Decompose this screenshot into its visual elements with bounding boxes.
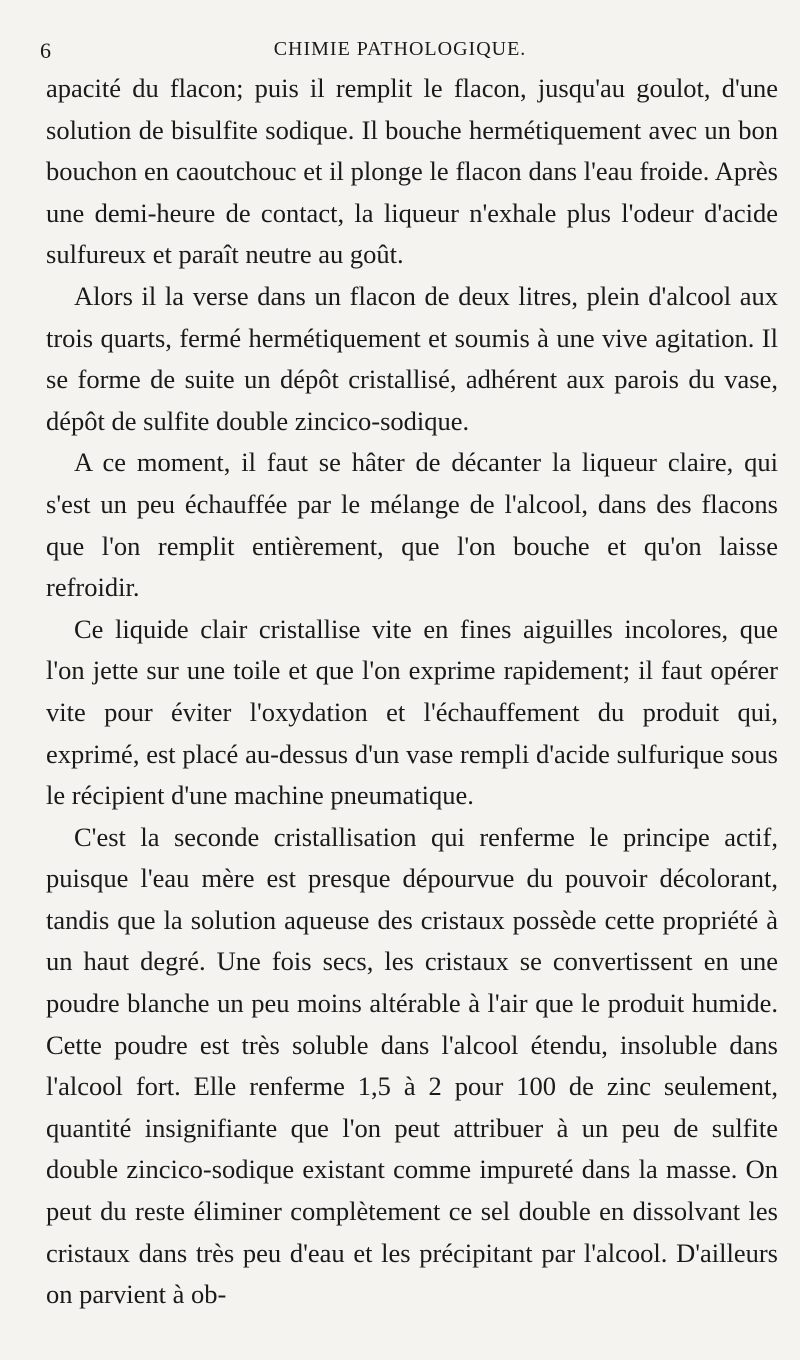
paragraph-1: apacité du flacon; puis il remplit le flacon, jusqu'au goulot, d'une solution de bisulfite sodique. Il bouche hermétiquement avec un bon bouchon en caoutchouc et il plonge le flacon dans l'eau froide. Après une demi-heure de contact, la liqueur n'exhale plus l'odeur d'acide sulfureux et paraît neutre au goût. bbox=[46, 73, 778, 270]
paragraph-2: Alors il la verse dans un flacon de deux litres, plein d'alcool aux trois quarts, fermé hermétiquement et soumis à une vive agitation. Il se forme de suite un dépôt cristallisé, adhérent aux parois du vase, dépôt de sulfite double zincico-sodique. bbox=[46, 280, 778, 436]
page-body bbox=[46, 68, 778, 1316]
running-title: CHIMIE PATHOLOGIQUE. bbox=[273, 38, 527, 60]
paragraph-5: C'est la seconde cristallisation qui renferme le principe actif, puisque l'eau mère est presque dépourvue du pouvoir décolorant, tandis que la solution aqueuse des cristaux possède cette propriété à un haut degré. Une fois secs, les cristaux se convertissent en une poudre blanche un peu moins altérable à l'air que le produit humide. Cette poudre est très soluble dans l'alcool étendu, insoluble dans l'alcool fort. Elle renferme 1,5 à 2 pour 100 de zinc seulement, quantité insignifiante que l'on peut attribuer à un peu de sulfite double zincico-sodique existant comme impureté dans la masse. On peut du reste éliminer complètement ce sel double en dissolvant les cristaux dans très peu d'eau et les précipitant par l'alcool. D'ailleurs on parvient à ob- bbox=[46, 821, 778, 1310]
paragraph-3: A ce moment, il faut se hâter de décanter la liqueur claire, qui s'est un peu échauffée par le mélange de l'alcool, dans des flacons que l'on remplit entièrement, que l'on bouche et qu'on laisse refroidir. bbox=[46, 447, 778, 603]
paragraph-4: Ce liquide clair cristallise vite en fines aiguilles incolores, que l'on jette sur une toile et que l'on exprime rapidement; il faut opérer vite pour éviter l'oxydation et l'échauffement du produit qui, exprimé, est placé au-dessus d'un vase rempli d'acide sulfurique sous le récipient d'une machine pneumatique. bbox=[46, 613, 778, 811]
page-number: 6 bbox=[40, 38, 51, 63]
